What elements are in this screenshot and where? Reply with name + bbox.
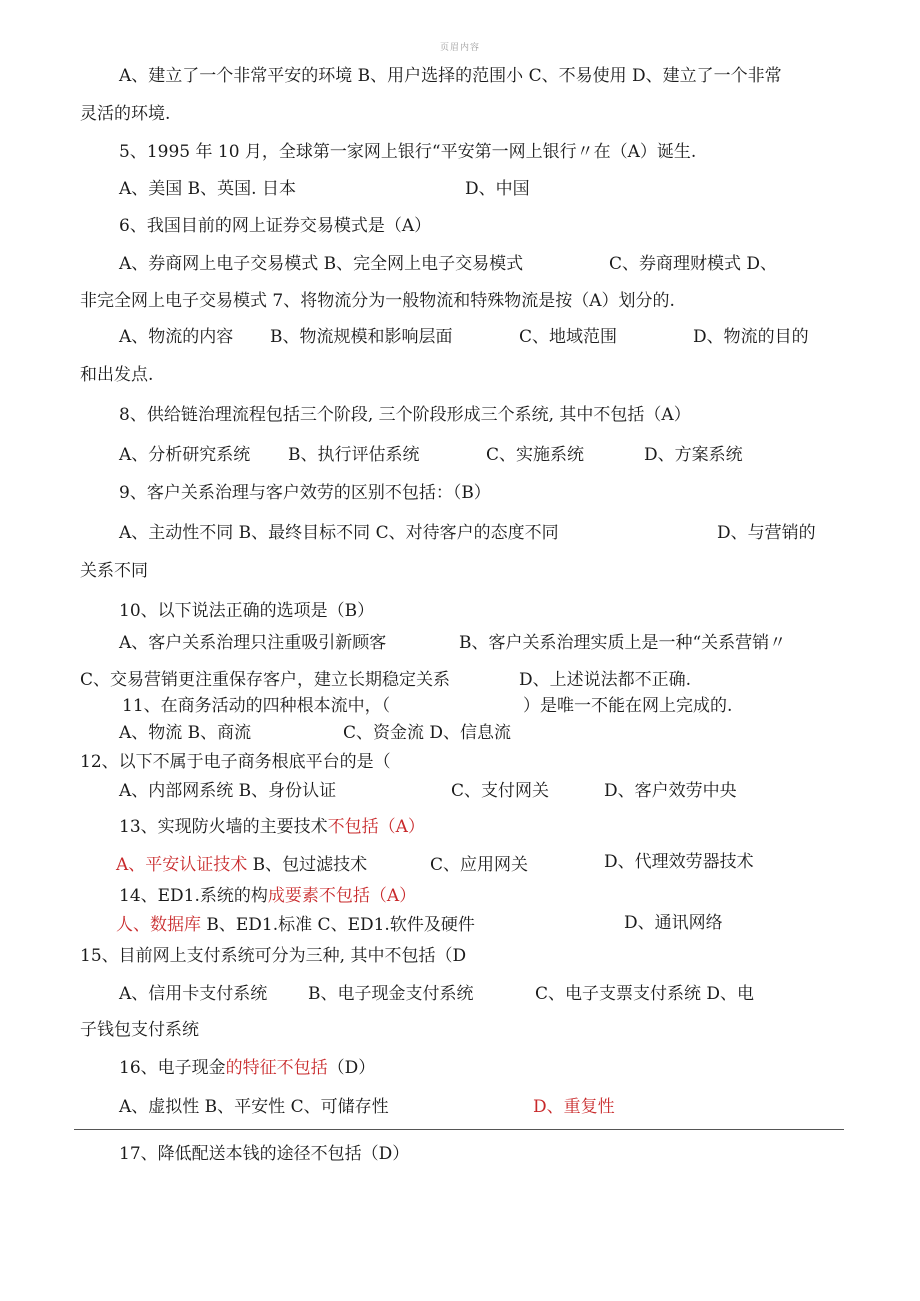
text-segment: B、电子现金支付系统 (308, 984, 474, 1004)
text-segment: ）是唯一不能在网上完成的. (523, 696, 733, 716)
text-segment: A、券商网上电子交易模式 B、完全网上电子交易模式 (119, 254, 524, 274)
text-segment: C、券商理财模式 D、 (609, 254, 778, 274)
text-segment: A、物流的内容 (119, 327, 234, 347)
text-line (122, 695, 390, 717)
text-line (451, 780, 549, 802)
text-segment: B、物流规模和影响层面 (270, 327, 453, 347)
text-segment: C、支付网关 (451, 781, 550, 801)
highlighted-text: 不包括（A） (327, 817, 425, 837)
text-segment: 6、我国目前的网上证券交易模式是（A） (119, 216, 432, 236)
text-line (119, 326, 233, 348)
text-segment: D、通讯网络 (624, 913, 723, 933)
text-segment: 13、实现防火墙的主要技术 (119, 817, 328, 837)
highlighted-text: D、重复性 (533, 1097, 615, 1117)
text-segment: A、分析研究系统 (119, 445, 251, 465)
text-segment: 灵活的环境. (80, 104, 171, 124)
text-line (80, 560, 148, 582)
text-segment: B、执行评估系统 (288, 445, 420, 465)
highlighted-text: A、平安认证技术 (116, 855, 248, 875)
text-line (119, 522, 559, 544)
text-segment: 8、供给链治理流程包括三个阶段, 三个阶段形成三个系统, 其中不包括（A） (119, 405, 691, 425)
text-segment: 10、以下说法正确的选项是（B） (119, 601, 375, 621)
text-segment: A、客户关系治理只注重吸引新顾客 (119, 633, 387, 653)
text-segment: 非完全网上电子交易模式 7、将物流分为一般物流和特殊物流是按（A）划分的. (80, 291, 675, 311)
text-segment: B、ED1.标准 C、ED1.软件及硬件 (201, 915, 475, 935)
text-segment: D、中国 (465, 179, 530, 199)
page-header: 页眉内容 (439, 43, 480, 53)
text-line (519, 326, 617, 348)
text-segment: （D） (327, 1058, 376, 1078)
text-segment: 16、电子现金 (119, 1058, 226, 1078)
text-line (119, 178, 296, 200)
text-segment: C、电子支票支付系统 D、电 (535, 984, 755, 1004)
text-line (624, 912, 723, 934)
text-segment: C、应用网关 (430, 855, 529, 875)
text-line (270, 326, 453, 348)
text-line (80, 103, 170, 125)
text-segment: 子钱包支付系统 (80, 1020, 199, 1040)
text-line (116, 854, 367, 876)
highlighted-text: 成要素不包括（A） (267, 886, 417, 906)
text-line (693, 326, 809, 348)
text-line (119, 65, 782, 87)
text-line (604, 851, 754, 873)
text-line (116, 914, 475, 936)
text-segment: D、方案系统 (644, 445, 743, 465)
text-segment: 15、目前网上支付系统可分为三种, 其中不包括（D (80, 946, 467, 966)
text-segment: B、包过滤技术 (247, 855, 368, 875)
text-segment: A、物流 B、商流 (119, 723, 252, 743)
text-line (519, 669, 691, 691)
text-line (80, 1019, 199, 1041)
text-line (119, 482, 491, 504)
text-segment: A、主动性不同 B、最终目标不同 C、对待客户的态度不同 (119, 523, 559, 543)
text-segment: D、物流的目的 (693, 327, 809, 347)
text-segment: 关系不同 (80, 561, 148, 581)
text-segment: 14、ED1.系统的构 (119, 886, 268, 906)
text-line (604, 780, 737, 802)
text-line (459, 632, 786, 654)
text-segment: C、实施系统 (486, 445, 585, 465)
text-segment: 和出发点. (80, 365, 154, 385)
text-line (119, 404, 691, 426)
text-segment: 5、1995 年 10 月，全球第一家网上银行“平安第一网上银行〃在（A）诞生. (119, 142, 697, 162)
text-line (80, 290, 675, 312)
text-line (119, 1057, 375, 1079)
text-line (119, 885, 416, 907)
text-segment: C、交易营销更注重保存客户，建立长期稳定关系 (80, 670, 451, 690)
text-line (535, 983, 754, 1005)
text-segment: C、地域范围 (519, 327, 618, 347)
text-line (523, 695, 732, 717)
text-line (119, 215, 431, 237)
text-line (80, 669, 450, 691)
text-segment: 12、以下不属于电子商务根底平台的是（ (80, 752, 391, 772)
text-line (430, 854, 528, 876)
text-line (119, 632, 386, 654)
text-segment: D、上述说法都不正确. (519, 670, 692, 690)
text-segment: D、客户效劳中央 (604, 781, 737, 801)
text-line (717, 522, 816, 544)
text-line (119, 816, 425, 838)
text-line (288, 444, 420, 466)
text-line (308, 983, 474, 1005)
text-segment: D、与营销的 (717, 523, 816, 543)
text-line (80, 751, 391, 773)
text-line (644, 444, 743, 466)
text-segment: D、代理效劳器技术 (604, 852, 754, 872)
text-line (119, 1143, 409, 1165)
text-segment: A、虚拟性 B、平安性 C、可储存性 (119, 1097, 389, 1117)
text-segment: 17、降低配送本钱的途径不包括（D） (119, 1144, 410, 1164)
text-segment: B、客户关系治理实质上是一种“关系营销〃 (459, 633, 787, 653)
text-line (343, 722, 511, 744)
text-line (119, 983, 267, 1005)
text-line (609, 253, 777, 275)
text-segment: A、内部网系统 B、身份认证 (119, 781, 337, 801)
text-line (119, 600, 374, 622)
text-line (465, 178, 530, 200)
text-segment: A、信用卡支付系统 (119, 984, 268, 1004)
text-line (119, 253, 523, 275)
text-line (119, 141, 696, 163)
text-line (119, 1096, 389, 1118)
text-segment: A、美国 B、英国. 日本 (119, 179, 296, 199)
text-line (80, 364, 153, 386)
horizontal-rule (74, 1129, 844, 1130)
text-line (119, 780, 336, 802)
text-segment: 11、在商务活动的四种根本流中，（ (122, 696, 391, 716)
highlighted-text: 人、数据库 (116, 915, 201, 935)
text-line (119, 444, 250, 466)
text-segment: 9、客户关系治理与客户效劳的区别不包括：（B） (119, 483, 491, 503)
text-line (80, 945, 466, 967)
text-line (486, 444, 584, 466)
text-line (533, 1096, 615, 1118)
text-segment: A、建立了一个非常平安的环境 B、用户选择的范围小 C、不易使用 D、建立了一个非常 (119, 66, 782, 86)
text-line (119, 722, 251, 744)
highlighted-text: 的特征不包括 (225, 1058, 328, 1078)
text-segment: C、资金流 D、信息流 (343, 723, 512, 743)
